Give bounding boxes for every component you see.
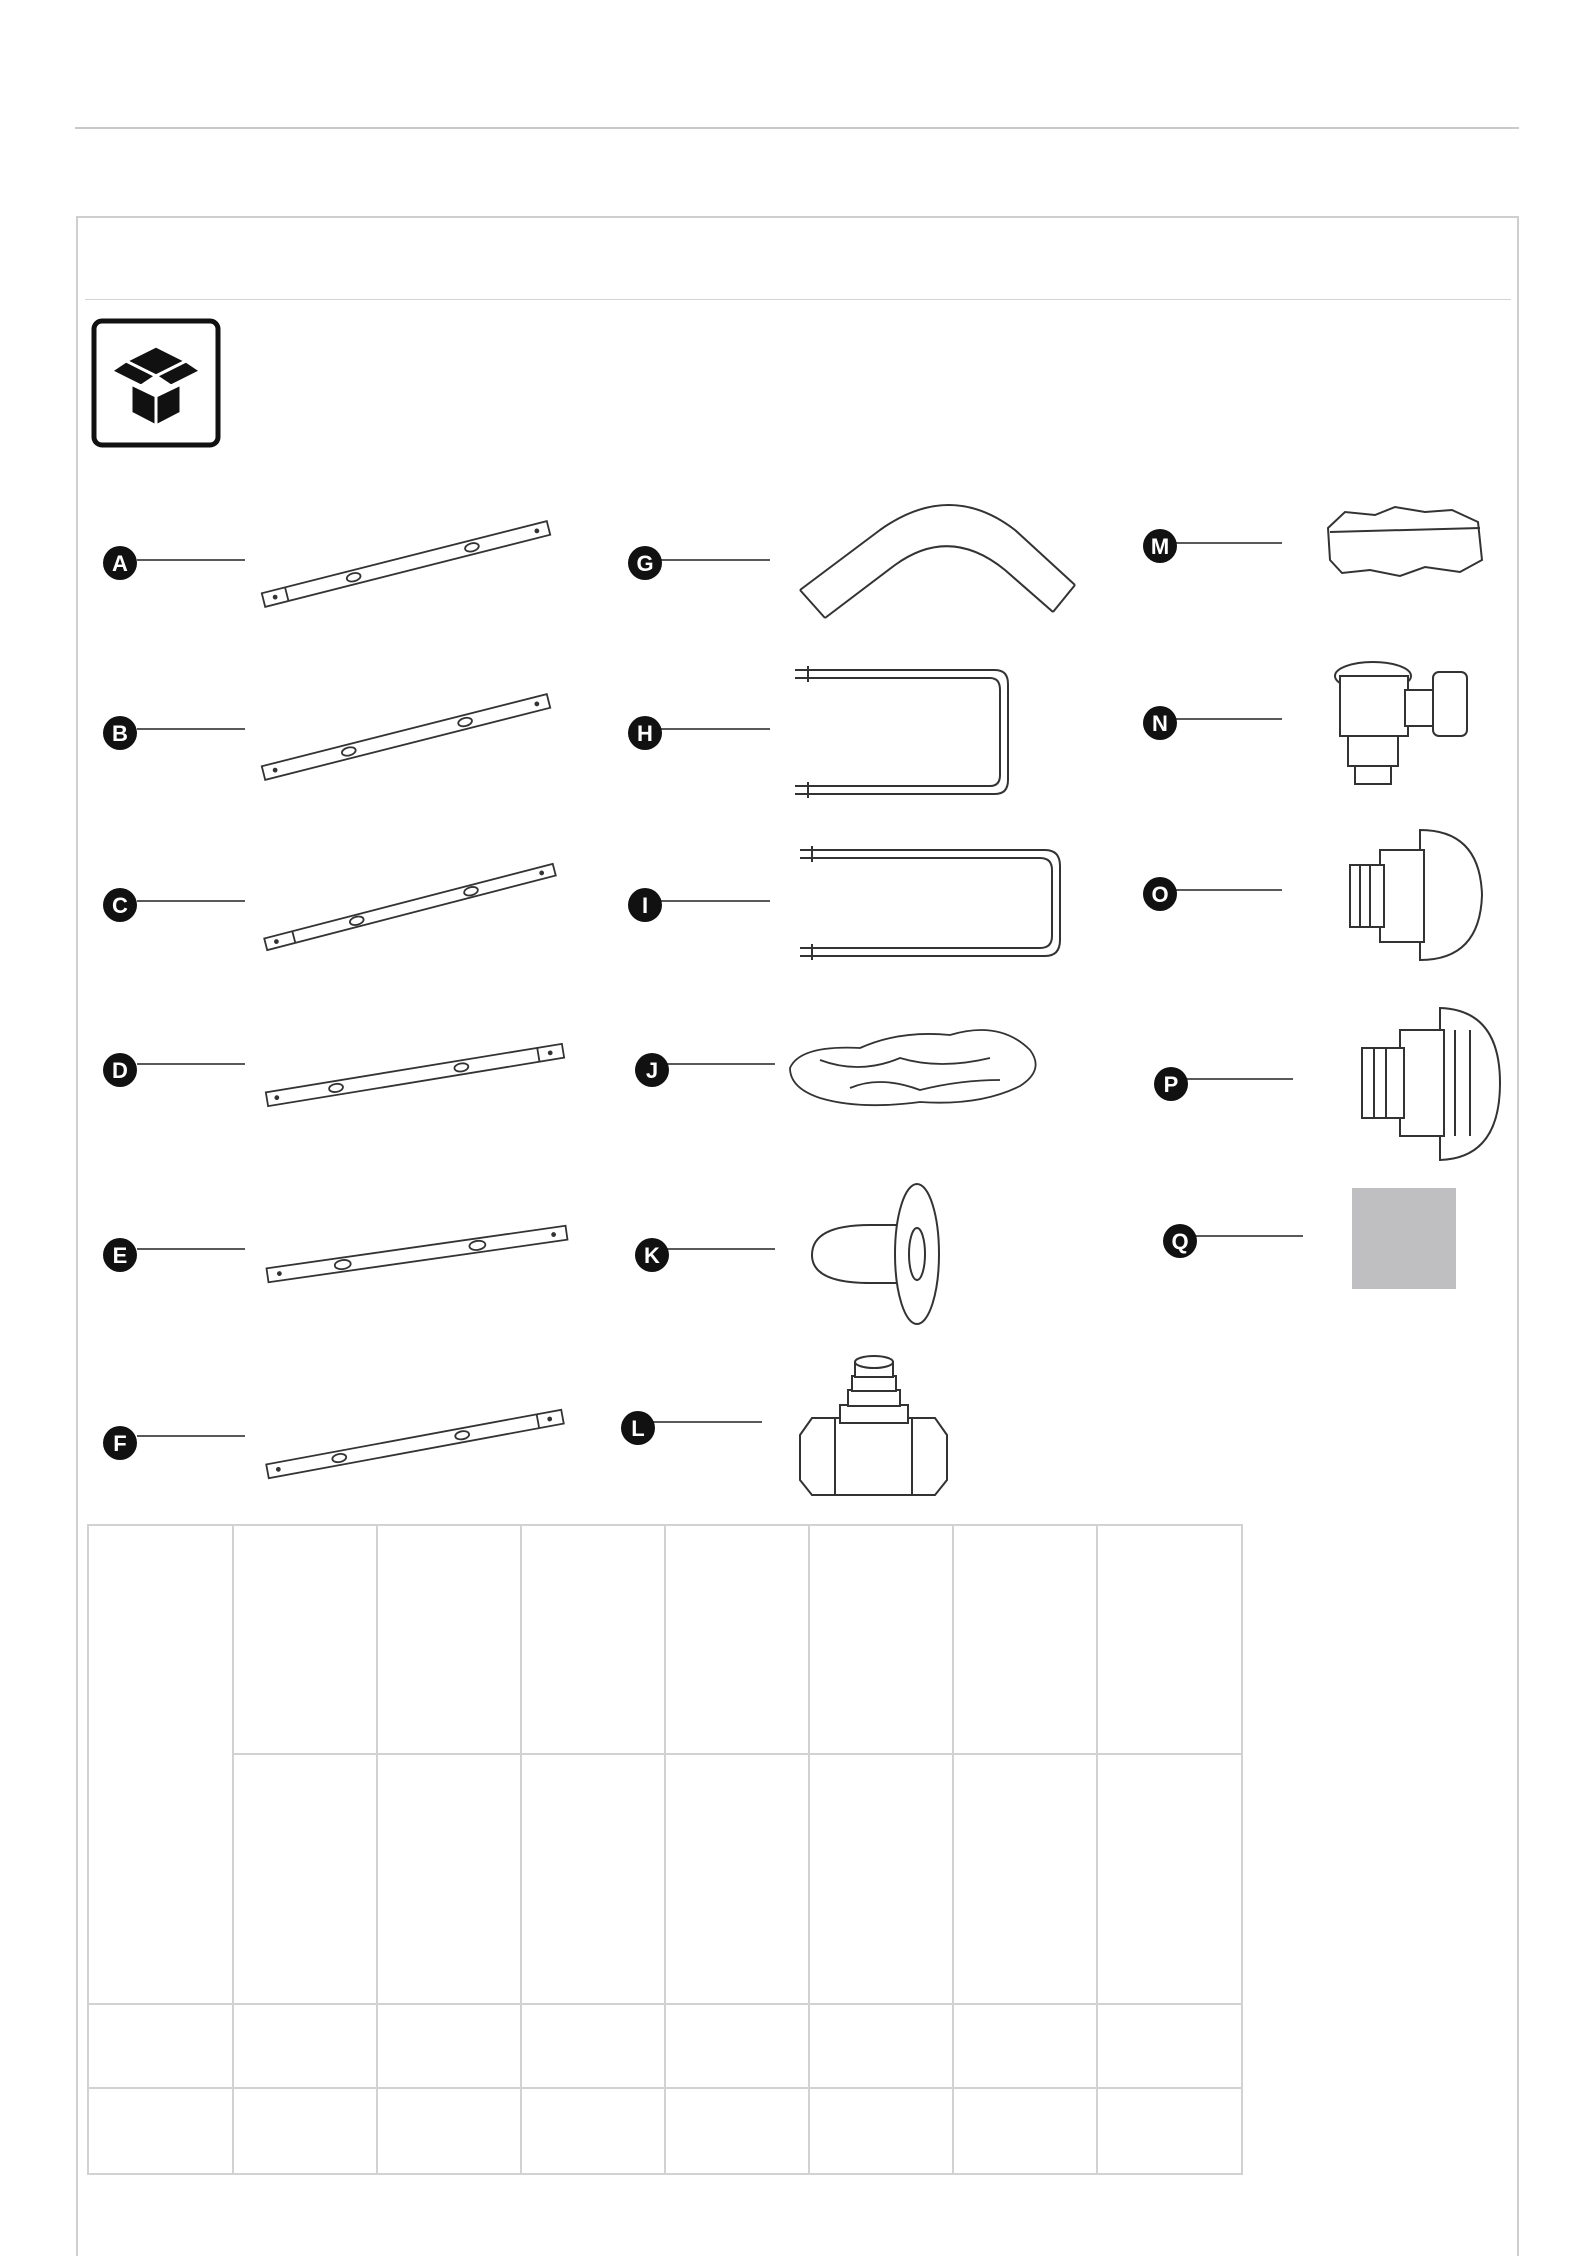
table-cell: [809, 1525, 953, 1754]
table-cell: [377, 2004, 521, 2088]
table-cell: [521, 2088, 665, 2174]
table-cell: [1097, 2004, 1242, 2088]
table-cell: [953, 1525, 1097, 1754]
table-row-header-cell: [88, 1525, 233, 2004]
table-cell: [233, 1525, 377, 1754]
part-n-valve: [1335, 662, 1467, 784]
callout-g-letter: G: [636, 551, 654, 576]
part-j-cloth: [790, 1030, 1036, 1105]
table-cell: [521, 2004, 665, 2088]
table-cell: [953, 2088, 1097, 2174]
table-cell: [953, 1754, 1097, 2004]
part-p-fitting: [1362, 1008, 1500, 1160]
table-cell: [1097, 2088, 1242, 2174]
part-f-rod: [266, 1410, 564, 1478]
part-d-rod: [266, 1044, 564, 1106]
part-i-u-frame: [800, 850, 1060, 956]
table-cell: [233, 2004, 377, 2088]
part-q-placeholder: [1352, 1188, 1456, 1289]
callout-q-letter: Q: [1171, 1229, 1189, 1254]
callout-d-letter: D: [112, 1058, 128, 1083]
table-cell: [88, 2088, 233, 2174]
callout-j-letter: J: [645, 1058, 659, 1083]
table-cell: [377, 1754, 521, 2004]
table-cell: [88, 2004, 233, 2088]
callout-k-letter: K: [644, 1243, 660, 1268]
table-cell: [377, 1525, 521, 1754]
callout-h-letter: H: [637, 721, 653, 746]
part-e-rod: [267, 1226, 568, 1282]
callout-n-letter: N: [1152, 711, 1168, 736]
table-cell: [809, 2088, 953, 2174]
callout-l-letter: L: [631, 1416, 645, 1441]
table-cell: [665, 1754, 809, 2004]
part-o-fitting: [1350, 830, 1482, 960]
table-cell: [665, 2004, 809, 2088]
table-cell: [521, 1525, 665, 1754]
callout-o-letter: O: [1151, 882, 1169, 907]
table-cell: [521, 1754, 665, 2004]
parts-quantity-table: [87, 1524, 1243, 2175]
table-cell: [1097, 1754, 1242, 2004]
part-k-strainer: [812, 1184, 939, 1324]
table-cell: [1097, 1525, 1242, 1754]
callout-m-letter: M: [1150, 534, 1170, 559]
table-cell: [665, 1525, 809, 1754]
table-cell: [233, 2088, 377, 2174]
table-cell: [953, 2004, 1097, 2088]
callout-c-letter: C: [112, 893, 128, 918]
callout-i-letter: I: [641, 893, 649, 918]
callout-b-letter: B: [112, 721, 128, 746]
callout-p-letter: P: [1163, 1072, 1179, 1097]
part-m-cap: [1328, 507, 1482, 576]
part-b-rod: [262, 694, 550, 780]
part-h-u-frame: [795, 670, 1008, 794]
part-g-elbow-hose: [800, 505, 1075, 618]
part-a-rod: [262, 521, 550, 607]
table-cell: [233, 1754, 377, 2004]
part-l-connector: [800, 1356, 947, 1495]
callout-e-letter: E: [112, 1243, 128, 1268]
table-cell: [665, 2088, 809, 2174]
callout-f-letter: F: [113, 1431, 127, 1456]
table-cell: [377, 2088, 521, 2174]
callout-a-letter: A: [112, 551, 128, 576]
table-cell: [809, 1754, 953, 2004]
part-c-rod: [264, 864, 556, 950]
table-cell: [809, 2004, 953, 2088]
